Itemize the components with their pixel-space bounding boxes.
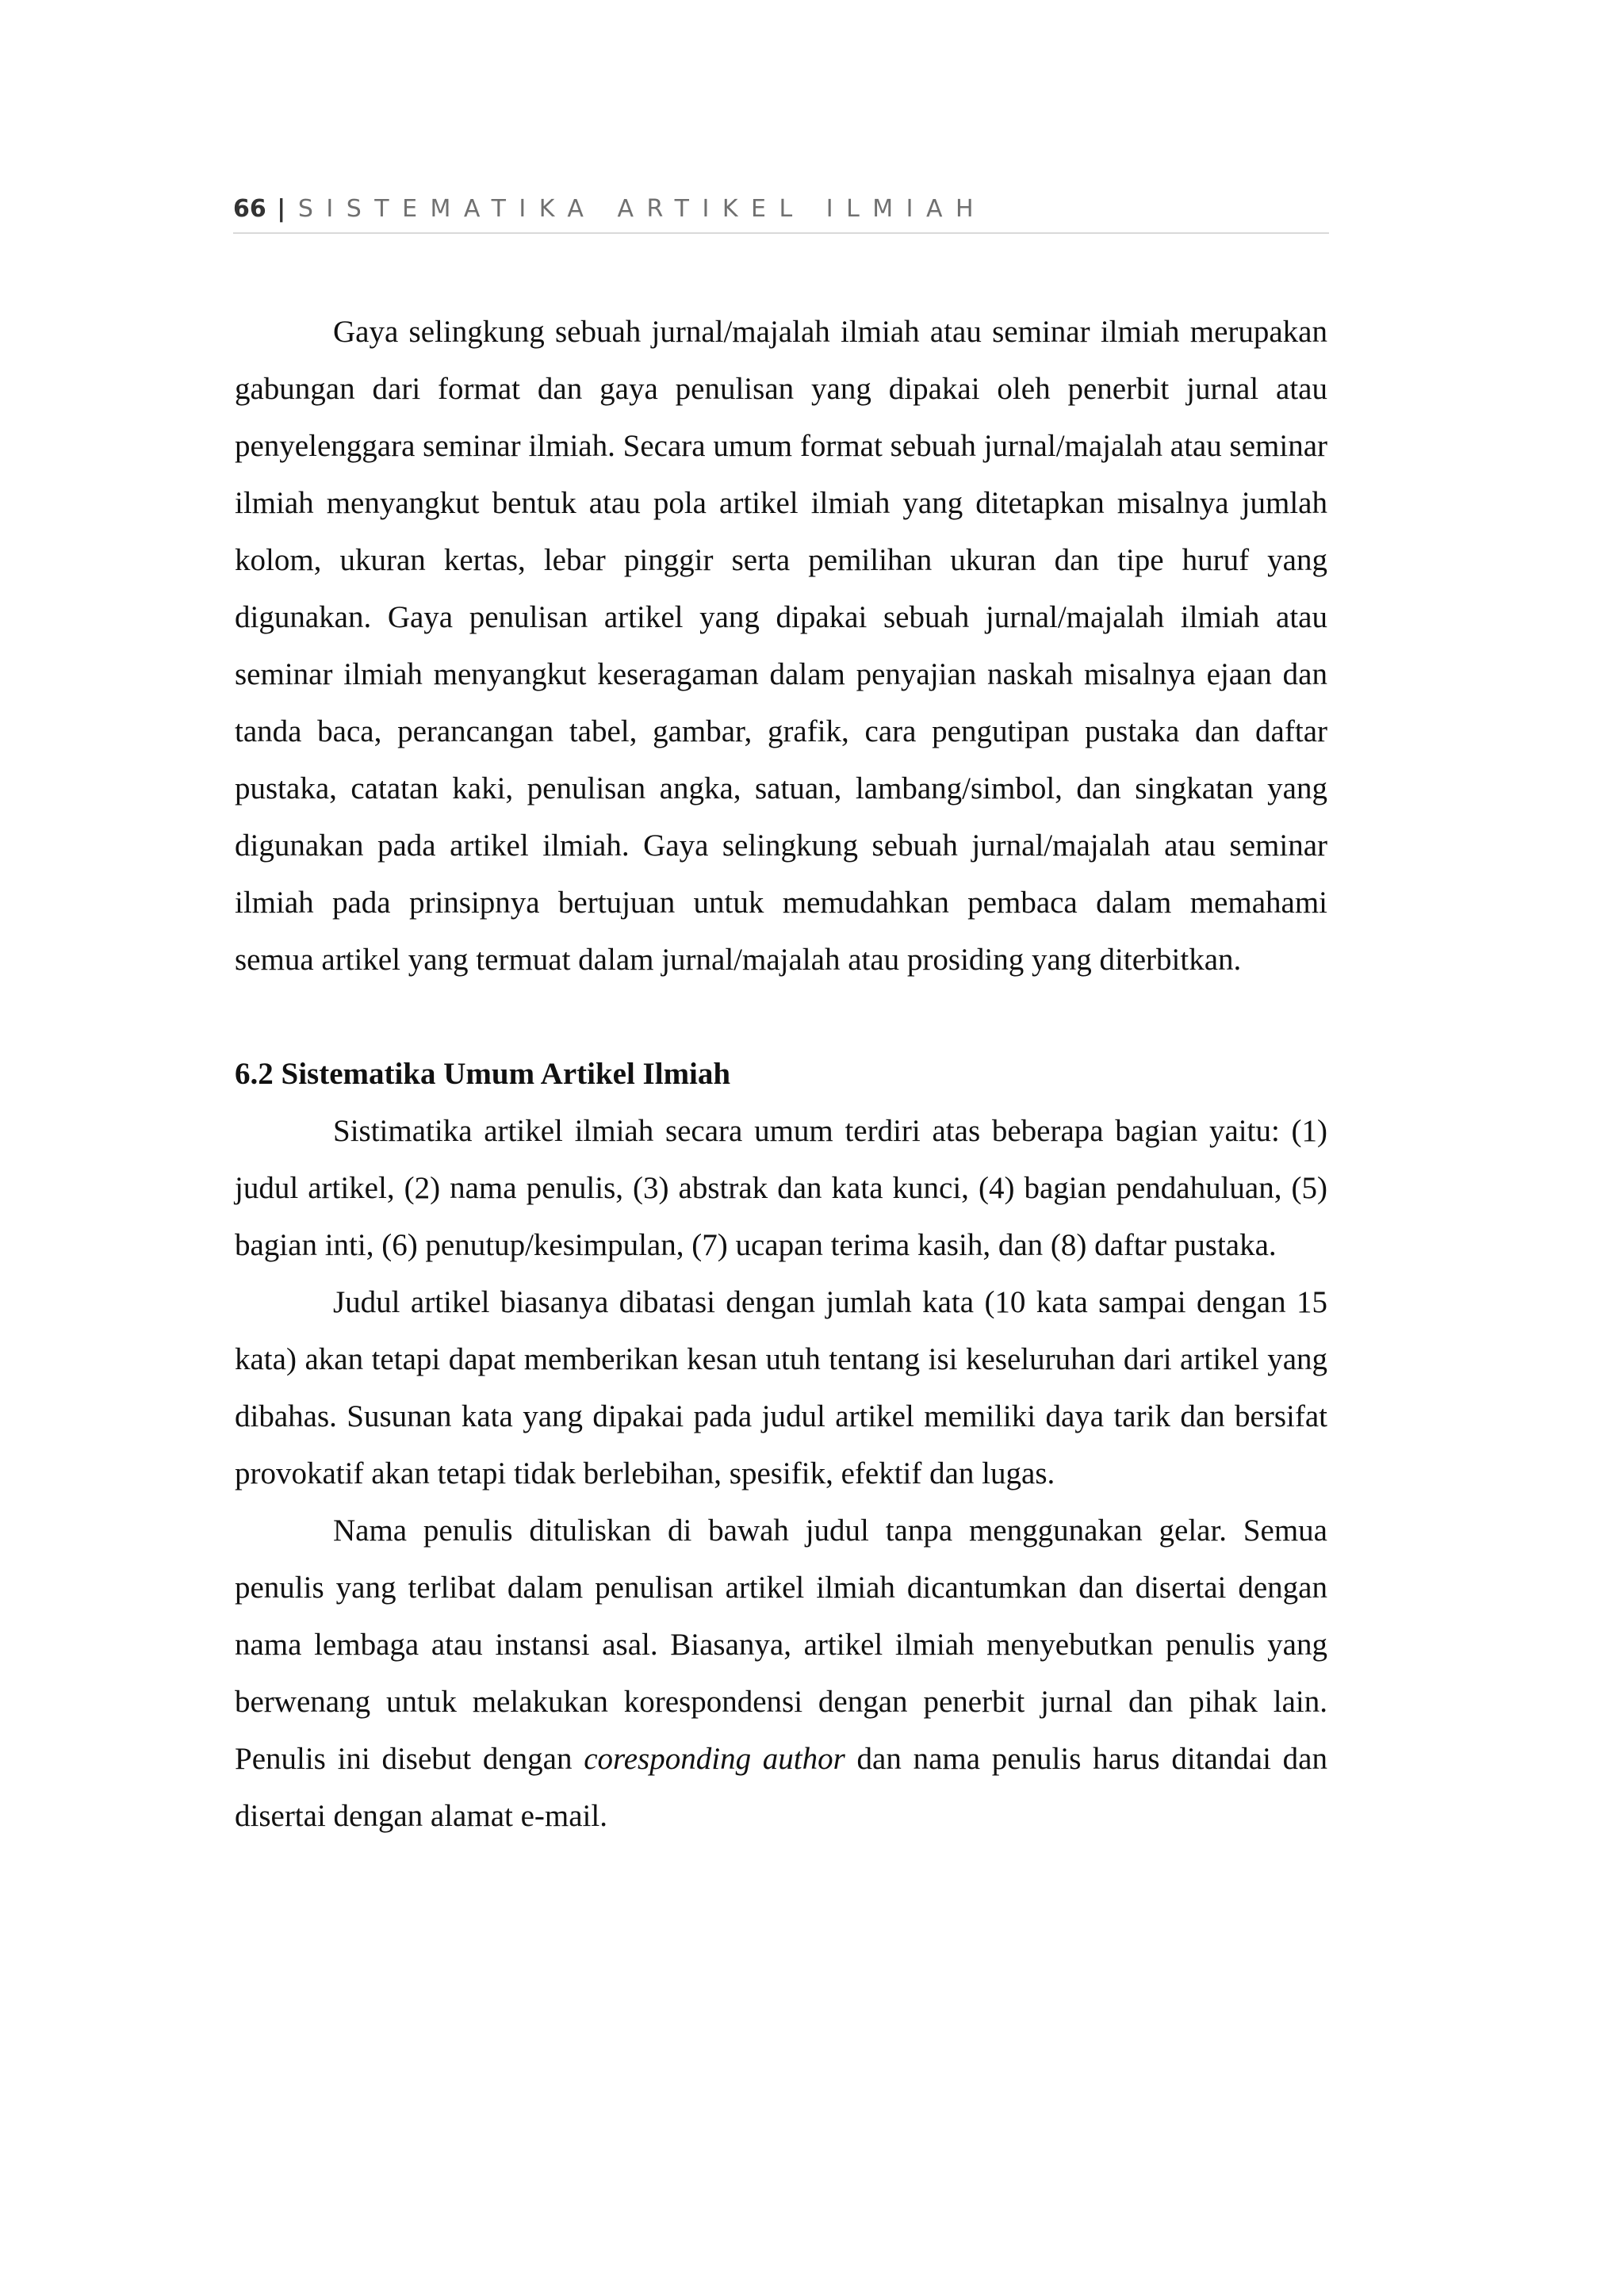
body-text <box>235 304 1327 1845</box>
italic-term: coresponding author <box>584 1742 845 1776</box>
section-heading: 6.2 Sistematika Umum Artikel Ilmiah <box>235 1057 731 1091</box>
header-rule <box>233 232 1329 234</box>
running-header <box>233 195 1329 233</box>
running-title: SISTEMATIKA ARTIKEL ILMIAH <box>297 195 987 223</box>
paragraph-sistematika: Sistimatika artikel ilmiah secara umum terdiri atas beberapa bagian yaitu: (1) judul artikel, (2) nama penulis, (3) abstrak dan kata kunci, (4) bagian pendahuluan, (5) bagian inti, (6) penutup/kesimpulan, (7) ucapan terima kasih, dan (8) daftar pustaka. <box>235 1114 1327 1262</box>
header-separator: | <box>277 195 286 223</box>
paragraph-nama-penulis <box>235 1502 1327 1845</box>
paragraph-judul-artikel: Judul artikel biasanya dibatasi dengan jumlah kata (10 kata sampai dengan 15 kata) akan tetapi dapat memberikan kesan utuh tentang isi keseluruhan dari artikel yang dibahas. Susunan kata yang dipakai pada judul artikel memiliki daya tarik dan bersifat provokatif akan tetapi tidak berlebihan, spesifik, efektif dan lugas. <box>235 1285 1327 1490</box>
paragraph-text-part: Nama penulis dituliskan di bawah judul tanpa menggunakan gelar. Semua penulis yang terlibat dalam penulisan artikel ilmiah dicantumkan dan disertai dengan nama lembaga atau instansi asal. Biasanya, artikel ilmiah menyebutkan penulis yang berwenang untuk melakukan korespondensi dengan penerbit jurnal dan pihak lain. Penulis ini disebut dengan <box>235 1513 1327 1776</box>
page-number: 66 <box>233 195 266 223</box>
section-spacer <box>235 989 1327 1046</box>
paragraph-gaya-selingkung: Gaya selingkung sebuah jurnal/majalah ilmiah atau seminar ilmiah merupakan gabungan dari format dan gaya penulisan yang dipakai oleh penerbit jurnal atau penyelenggara seminar ilmiah. Secara umum format sebuah jurnal/majalah atau seminar ilmiah menyangkut bentuk atau pola artikel ilmiah yang ditetapkan misalnya jumlah kolom, ukuran kertas, lebar pinggir serta pemilihan ukuran dan tipe huruf yang digunakan. Gaya penulisan artikel yang dipakai sebuah jurnal/majalah ilmiah atau seminar ilmiah menyangkut keseragaman dalam penyajian naskah misalnya ejaan dan tanda baca, perancangan tabel, gambar, grafik, cara pengutipan pustaka dan daftar pustaka, catatan kaki, penulisan angka, satuan, lambang/simbol, dan singkatan yang digunakan pada artikel ilmiah. Gaya selingkung sebuah jurnal/majalah atau seminar ilmiah pada prinsipnya bertujuan untuk memudahkan pembaca dalam memahami semua artikel yang termuat dalam jurnal/majalah atau prosiding yang diterbitkan. <box>235 315 1327 977</box>
paragraph-text-part: dan nama penulis harus ditandai dan disertai dengan alamat e-mail. <box>235 1742 1327 1833</box>
